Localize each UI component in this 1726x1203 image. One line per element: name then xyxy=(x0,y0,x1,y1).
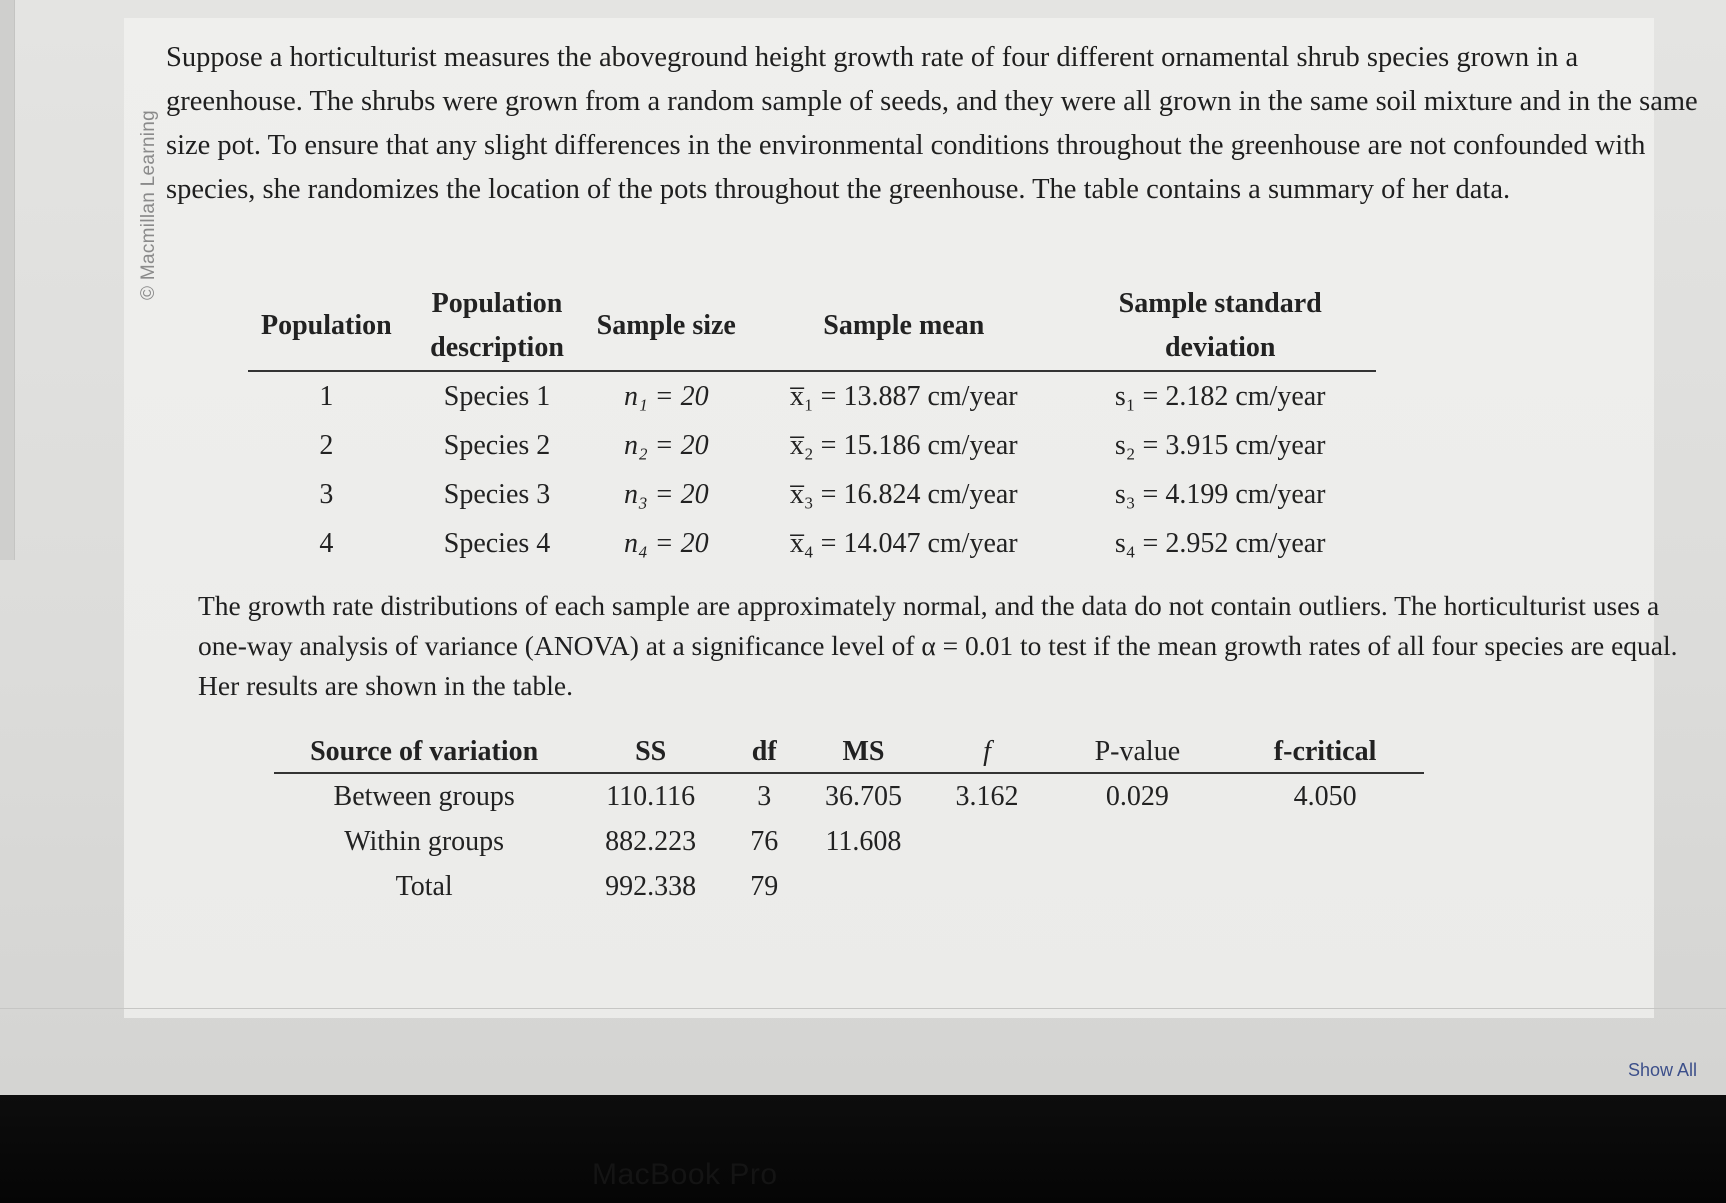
cell-f xyxy=(926,819,1049,864)
cell-size: n₃ = 20 xyxy=(623,478,709,510)
header-size: Sample size xyxy=(596,310,736,341)
anova-header-row xyxy=(274,732,1424,773)
cell-description: Species 3 xyxy=(443,478,551,510)
table-row xyxy=(274,819,1424,864)
header-ms: MS xyxy=(842,736,885,767)
cell-sd: s₃ = 4.199 cm/year xyxy=(1114,478,1326,510)
table-row xyxy=(248,519,1376,568)
cell-ms: 11.608 xyxy=(825,825,902,857)
header-population: Population xyxy=(260,310,392,341)
cell-description: Species 1 xyxy=(443,380,551,412)
left-panel-edge xyxy=(0,0,15,560)
bezel-label: MacBook Pro xyxy=(592,1158,778,1191)
header-df: df xyxy=(751,736,777,767)
cell-size: n₁ = 20 xyxy=(623,380,709,412)
cell-sd: s₂ = 3.915 cm/year xyxy=(1114,429,1326,461)
cell-p-value: 0.029 xyxy=(1105,780,1169,812)
header-ss: SS xyxy=(635,736,667,767)
summary-table xyxy=(248,282,1376,568)
laptop-bezel xyxy=(0,1095,1726,1203)
cell-source: Total xyxy=(395,870,453,902)
table-row xyxy=(248,470,1376,519)
cell-population: 4 xyxy=(319,527,334,559)
header-sd: Sample standard deviation xyxy=(1118,288,1322,363)
anova-paragraph: The growth rate distributions of each sample are approximately normal, and the data do not contain outliers. The horticulturist uses a one-way analysis of variance (ANOVA) at a significance level of α = 0.01 to test if the mean growth rates of all four species are equal. Her results are shown in the table. xyxy=(198,590,1678,701)
cell-mean: x̅₃ = 16.824 cm/year xyxy=(789,478,1018,510)
cell-sd: s₄ = 2.952 cm/year xyxy=(1114,527,1326,559)
cell-size: n₄ = 20 xyxy=(623,527,709,559)
cell-ss: 882.223 xyxy=(605,825,697,857)
table-row xyxy=(248,421,1376,470)
cell-p-value xyxy=(1049,864,1227,909)
header-f: f xyxy=(983,736,991,767)
cell-f-critical xyxy=(1226,819,1424,864)
table-row xyxy=(248,371,1376,421)
cell-source: Within groups xyxy=(344,825,505,857)
cell-mean: x̅₄ = 14.047 cm/year xyxy=(789,527,1018,559)
table-row xyxy=(274,773,1424,819)
cell-ms: 36.705 xyxy=(824,780,902,812)
summary-header-row xyxy=(248,282,1376,371)
cell-description: Species 4 xyxy=(443,527,551,559)
cell-sd: s₁ = 2.182 cm/year xyxy=(1114,380,1326,412)
cell-df: 76 xyxy=(750,825,779,857)
header-p-value: P-value xyxy=(1094,736,1181,767)
cell-ms xyxy=(801,864,925,909)
cell-mean: x̅₂ = 15.186 cm/year xyxy=(789,429,1018,461)
cell-ss: 992.338 xyxy=(605,870,697,902)
header-description: Population description xyxy=(430,288,564,363)
cell-p-value xyxy=(1049,819,1227,864)
cell-source: Between groups xyxy=(333,780,515,812)
show-all-button[interactable]: Show All xyxy=(1628,1060,1698,1080)
cell-description: Species 2 xyxy=(443,429,551,461)
anova-table xyxy=(274,732,1424,909)
cell-population: 3 xyxy=(319,478,334,510)
cell-size: n₂ = 20 xyxy=(623,429,709,461)
cell-f-critical xyxy=(1226,864,1424,909)
intro-paragraph: Suppose a horticulturist measures the aboveground height growth rate of four different ornamental shrub species grown in a greenhouse. The shrubs were grown from a random sample of seeds, and they were all grown in the same soil mixture and in the same size pot. To ensure that any slight differences in the environmental conditions throughout the greenhouse are not confounded with species, she randomizes the location of the pots throughout the greenhouse. The table contains a summary of her data. xyxy=(166,42,1698,205)
header-source: Source of variation xyxy=(310,736,539,767)
table-row xyxy=(274,864,1424,909)
page-divider xyxy=(0,1008,1726,1009)
cell-df: 79 xyxy=(750,870,779,902)
cell-df: 3 xyxy=(757,780,772,812)
cell-f: 3.162 xyxy=(955,780,1019,812)
header-mean: Sample mean xyxy=(823,310,985,341)
cell-f-critical: 4.050 xyxy=(1293,780,1357,812)
copyright-watermark: © Macmillan Learning xyxy=(138,109,159,300)
cell-ss: 110.116 xyxy=(606,780,696,812)
cell-population: 2 xyxy=(319,429,334,461)
header-f-critical: f-critical xyxy=(1273,736,1377,767)
cell-mean: x̅₁ = 13.887 cm/year xyxy=(789,380,1018,412)
cell-f xyxy=(926,864,1049,909)
cell-population: 1 xyxy=(319,380,334,412)
